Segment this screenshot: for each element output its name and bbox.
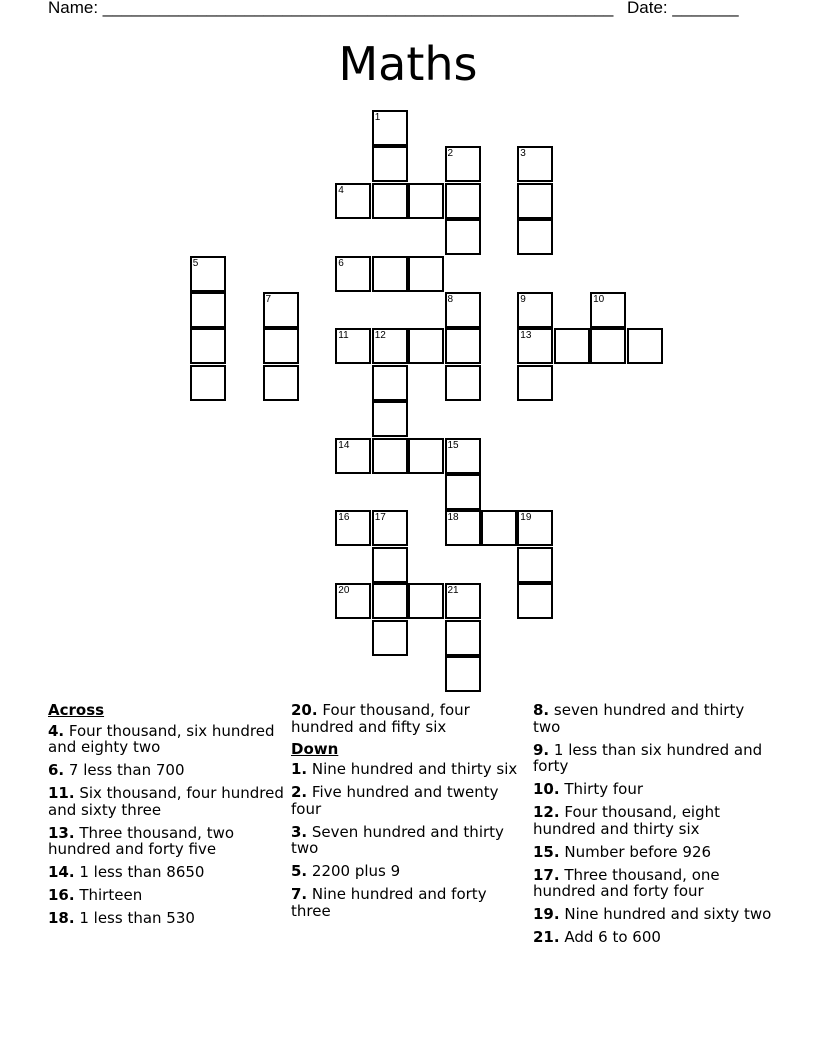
clue-text: Thirty four bbox=[559, 780, 644, 798]
crossword-cell[interactable] bbox=[372, 110, 408, 146]
across-clue-list-continued bbox=[291, 702, 531, 735]
date-field-label[interactable]: Date: _______ bbox=[627, 0, 739, 17]
clue-number: 13. bbox=[48, 823, 75, 842]
clue-number: 16. bbox=[48, 886, 75, 904]
crossword-cell[interactable] bbox=[372, 146, 408, 182]
page-title: Maths bbox=[338, 37, 478, 91]
clue-number: 3. bbox=[291, 822, 308, 841]
clue-number: 19. bbox=[533, 905, 560, 923]
cell-number: 3 bbox=[520, 148, 526, 160]
crossword-cell[interactable] bbox=[372, 547, 408, 583]
crossword-cell[interactable] bbox=[517, 328, 553, 364]
clue-text: Nine hundred and sixty two bbox=[559, 905, 772, 923]
clue-item bbox=[291, 886, 531, 919]
cell-number: 21 bbox=[447, 585, 459, 597]
clue-item bbox=[533, 781, 773, 798]
clue-number: 6. bbox=[48, 761, 65, 779]
clue-number: 12. bbox=[533, 803, 560, 821]
crossword-cell[interactable] bbox=[481, 510, 517, 546]
clue-item bbox=[48, 723, 288, 756]
crossword-cell[interactable] bbox=[372, 401, 408, 437]
crossword-cell[interactable] bbox=[372, 183, 408, 219]
crossword-cell[interactable] bbox=[335, 183, 371, 219]
crossword-cell[interactable] bbox=[445, 183, 481, 219]
clue-text: Thirteen bbox=[74, 886, 143, 904]
crossword-cell[interactable] bbox=[263, 365, 299, 401]
crossword-cell[interactable] bbox=[517, 146, 553, 182]
cell-number: 20 bbox=[338, 585, 350, 597]
clue-text: Four thousand, eight hundred and thirty six bbox=[533, 803, 721, 838]
clue-number: 9. bbox=[533, 740, 550, 759]
clue-item bbox=[291, 863, 531, 880]
crossword-cell[interactable] bbox=[445, 656, 481, 692]
crossword-cell[interactable] bbox=[335, 438, 371, 474]
clue-text: Nine hundred and forty three bbox=[291, 885, 487, 920]
clue-text: Five hundred and twenty four bbox=[291, 783, 499, 818]
cell-number: 17 bbox=[374, 512, 386, 524]
crossword-cell[interactable] bbox=[517, 219, 553, 255]
crossword-cell[interactable] bbox=[335, 510, 371, 546]
crossword-cell[interactable] bbox=[372, 328, 408, 364]
clue-text: Seven hundred and thirty two bbox=[291, 822, 504, 857]
crossword-cell[interactable] bbox=[408, 183, 444, 219]
clue-text: Four thousand, six hundred and eighty two bbox=[48, 721, 275, 756]
clue-item bbox=[533, 929, 773, 946]
clue-item bbox=[291, 824, 531, 857]
clue-number: 10. bbox=[533, 780, 560, 798]
clue-text: Add 6 to 600 bbox=[559, 928, 661, 946]
crossword-cell[interactable] bbox=[335, 583, 371, 619]
cell-number: 10 bbox=[593, 294, 605, 305]
clue-item bbox=[533, 867, 773, 900]
crossword-cell[interactable] bbox=[263, 292, 299, 328]
crossword-cell[interactable] bbox=[445, 328, 481, 364]
clue-item bbox=[48, 825, 288, 858]
cell-number: 4 bbox=[338, 184, 344, 196]
clue-text: seven hundred and thirty two bbox=[533, 701, 745, 736]
crossword-cell[interactable] bbox=[372, 365, 408, 401]
clue-item bbox=[48, 785, 288, 818]
cell-number: 15 bbox=[447, 439, 459, 451]
crossword-cell[interactable] bbox=[372, 256, 408, 292]
clue-text: 1 less than 8650 bbox=[74, 863, 205, 881]
clue-item bbox=[291, 702, 531, 735]
clue-text: Six thousand, four hundred and sixty three bbox=[48, 784, 284, 819]
crossword-cell[interactable] bbox=[190, 328, 226, 364]
cell-number: 6 bbox=[338, 257, 344, 269]
crossword-cell[interactable] bbox=[190, 292, 226, 328]
crossword-cell[interactable] bbox=[517, 292, 553, 328]
clue-number: 11. bbox=[48, 784, 75, 802]
crossword-cell[interactable] bbox=[517, 183, 553, 219]
clue-item bbox=[533, 742, 773, 775]
clue-item bbox=[533, 844, 773, 861]
crossword-cell[interactable] bbox=[408, 328, 444, 364]
crossword-cell[interactable] bbox=[408, 256, 444, 292]
crossword-cell[interactable] bbox=[445, 583, 481, 619]
crossword-cell[interactable] bbox=[554, 328, 590, 364]
cell-number: 1 bbox=[374, 112, 381, 123]
crossword-cell[interactable] bbox=[627, 328, 663, 364]
cell-number: 8 bbox=[447, 294, 454, 305]
crossword-cell[interactable] bbox=[445, 292, 481, 328]
cell-number: 13 bbox=[520, 330, 532, 342]
clue-text: 1 less than six hundred and forty bbox=[533, 740, 763, 775]
down-clue-list-continued bbox=[533, 702, 773, 946]
down-heading: Down bbox=[291, 739, 339, 758]
crossword-cell[interactable] bbox=[517, 547, 553, 583]
clue-item bbox=[291, 784, 531, 817]
clue-item bbox=[533, 702, 773, 735]
crossword-cell[interactable] bbox=[517, 510, 553, 546]
clues-column-2 bbox=[291, 702, 531, 926]
clue-number: 5. bbox=[291, 862, 308, 880]
crossword-cell[interactable] bbox=[372, 620, 408, 656]
clue-number: 2. bbox=[291, 783, 308, 801]
clue-number: 1. bbox=[291, 760, 308, 778]
crossword-cell[interactable] bbox=[590, 292, 626, 328]
clue-number: 17. bbox=[533, 865, 560, 884]
crossword-cell[interactable] bbox=[445, 474, 481, 510]
down-clue-list bbox=[291, 761, 531, 919]
clue-number: 7. bbox=[291, 885, 308, 903]
clue-number: 21. bbox=[533, 928, 560, 946]
crossword-cell[interactable] bbox=[335, 328, 371, 364]
clue-text: Number before 926 bbox=[559, 842, 712, 861]
cell-number: 19 bbox=[520, 512, 532, 524]
clue-text: 7 less than 700 bbox=[64, 761, 185, 779]
name-field-label[interactable]: Name: ______________________________________________________ bbox=[48, 0, 614, 17]
clue-text: 2200 plus 9 bbox=[307, 862, 401, 880]
crossword-cell[interactable] bbox=[517, 365, 553, 401]
crossword-cell[interactable] bbox=[445, 620, 481, 656]
clue-item bbox=[533, 804, 773, 837]
clues-column-3 bbox=[533, 702, 773, 952]
clue-number: 20. bbox=[291, 701, 318, 719]
crossword-cell[interactable] bbox=[590, 328, 626, 364]
crossword-cell[interactable] bbox=[335, 256, 371, 292]
crossword-cell[interactable] bbox=[445, 510, 481, 546]
clue-text: Three thousand, two hundred and forty five bbox=[48, 823, 235, 858]
clue-item bbox=[48, 887, 288, 904]
crossword-cell[interactable] bbox=[372, 510, 408, 546]
clue-text: 1 less than 530 bbox=[74, 909, 195, 927]
clue-item bbox=[533, 906, 773, 923]
clue-text: Four thousand, four hundred and fifty six bbox=[291, 701, 470, 736]
cell-number: 16 bbox=[338, 512, 350, 524]
clue-item bbox=[48, 762, 288, 779]
across-clue-list bbox=[48, 723, 288, 927]
crossword-cell[interactable] bbox=[190, 256, 226, 292]
clue-item bbox=[48, 910, 288, 927]
crossword-cell[interactable] bbox=[445, 438, 481, 474]
crossword-cell[interactable] bbox=[190, 365, 226, 401]
clue-number: 4. bbox=[48, 721, 65, 740]
clue-text: Three thousand, one hundred and forty four bbox=[533, 865, 720, 900]
cell-number: 18 bbox=[447, 512, 459, 524]
crossword-cell[interactable] bbox=[445, 219, 481, 255]
cell-number: 11 bbox=[338, 330, 349, 342]
clue-item bbox=[291, 761, 531, 778]
clue-number: 8. bbox=[533, 701, 550, 719]
crossword-cell[interactable] bbox=[445, 146, 481, 182]
crossword-cell[interactable] bbox=[263, 328, 299, 364]
cell-number: 9 bbox=[520, 294, 526, 305]
crossword-cell[interactable] bbox=[517, 583, 553, 619]
cell-number: 5 bbox=[192, 257, 199, 269]
cell-number: 7 bbox=[265, 294, 272, 305]
clue-number: 14. bbox=[48, 863, 75, 881]
clues-column-1 bbox=[48, 702, 288, 933]
crossword-cell[interactable] bbox=[445, 365, 481, 401]
crossword-cell[interactable] bbox=[408, 438, 444, 474]
crossword-cell[interactable] bbox=[372, 583, 408, 619]
clue-item bbox=[48, 864, 288, 881]
clue-number: 15. bbox=[533, 842, 560, 861]
clue-text: Nine hundred and thirty six bbox=[307, 760, 518, 778]
crossword-cell[interactable] bbox=[408, 583, 444, 619]
cell-number: 2 bbox=[447, 148, 454, 160]
clue-number: 18. bbox=[48, 909, 75, 927]
cell-number: 12 bbox=[374, 330, 386, 342]
crossword-cell[interactable] bbox=[372, 438, 408, 474]
across-heading: Across bbox=[48, 701, 105, 719]
cell-number: 14 bbox=[338, 439, 350, 451]
